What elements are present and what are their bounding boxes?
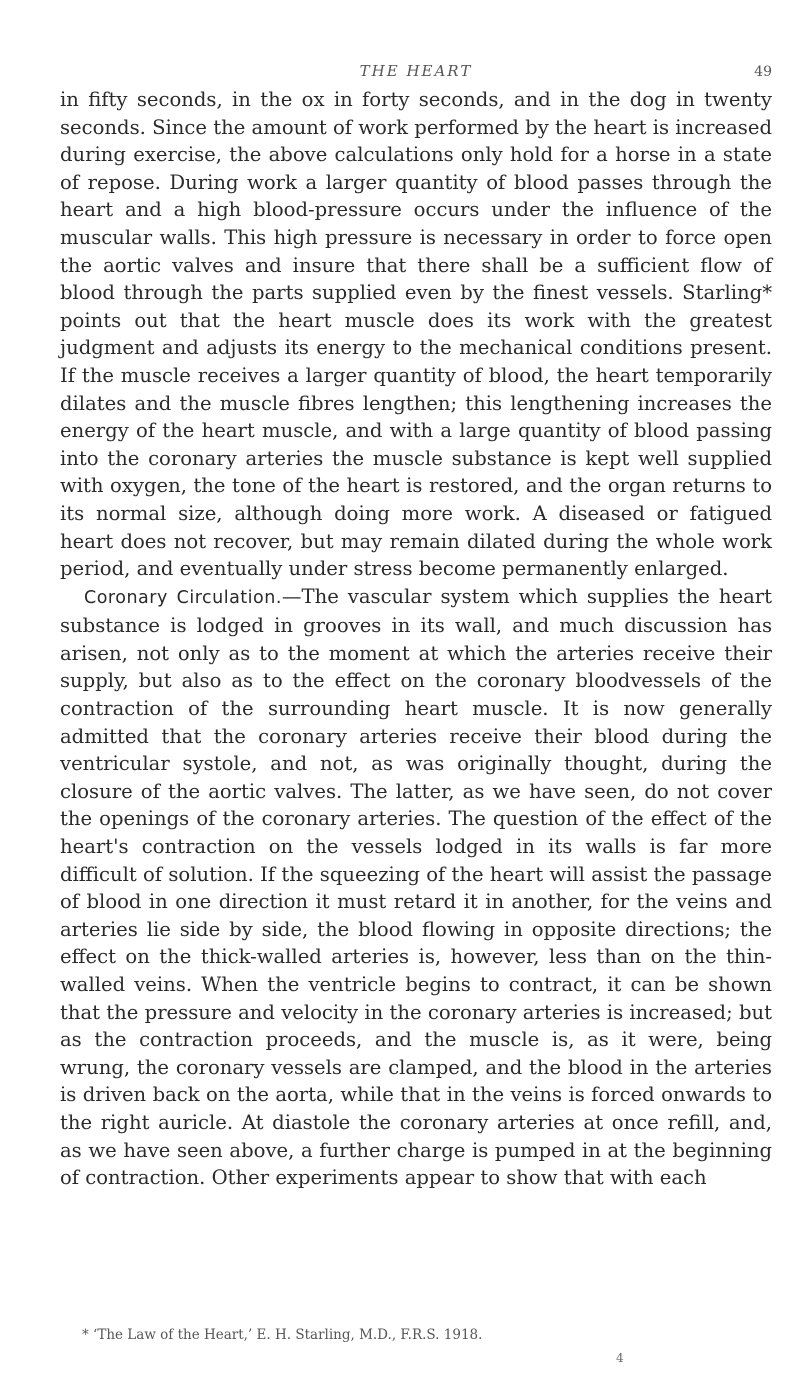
paragraph-text: —The vascular system which supplies the heart substance is lodged in grooves in its wall, and much discussion has arisen, not only as to the moment at which the arteries receive their supply, but also as to the effect on the coronary bloodvessels of the contraction of the surrounding heart muscle. It is now generally admitted that the coronary arteries receive their blood during the ventricular systole, and not, as was originally thought, during the closure of the aortic valves. The latter, as we have seen, do not cover the openings of the coronary arteries. The question of the effect of the heart's contraction on the vessels lodged in its walls is far more difficult of solution. If the squeezing of the heart will assist the passage of blood in one direction it must retard it in another, for the veins and arteries lie side by side, the blood flowing in opposite directions; the effect on the thick-walled arteries is, however, less than on the thin-walled veins. When the ventricle begins to contract, it can be shown that the pressure and velocity in the coronary arteries is increased; but as the contraction proceeds, and the muscle is, as it were, being wrung, the coronary vessels are clamped, and the blood in the arteries is driven back on the aorta, while that in the veins is forced onwards to the right auricle. At diastole the coronary arteries at once refill, and, as we have seen above, a further charge is pumped in at the beginning of contraction. Other experiments appear to show that with each <box>60 584 773 1190</box>
paragraph-text: in fifty seconds, in the ox in forty seconds, and in the dog in twenty seconds. Since the amount of work performed by the heart is increased during exercise, the above calculations only hold for a horse in a state of repose. During work a larger quantity of blood passes through the heart and a high blood-pressure occurs under the influence of the muscular walls. This high pressure is necessary in order to force open the aortic valves and insure that there shall be a sufficient flow of blood through the parts supplied even by the finest vessels. Starling* points out that the heart muscle does its work with the greatest judgment and adjusts its energy to the mechanical conditions present. If the muscle receives a larger quantity of blood, the heart temporarily dilates and the muscle fibres lengthen; this lengthening increases the energy of the heart muscle, and with a large quantity of blood passing into the coronary arteries the muscle substance is kept well supplied with oxygen, the tone of the heart is restored, and the organ returns to its normal size, although doing more work. A diseased or fatigued heart does not recover, but may remain dilated during the whole work period, and eventually under stress become permanently enlarged. <box>60 88 772 581</box>
running-head: THE HEART <box>359 62 473 80</box>
paragraph <box>60 86 772 583</box>
book-page <box>60 0 772 1389</box>
section-heading: Coronary Circulation. <box>84 587 282 608</box>
footnote: * ‘The Law of the Heart,’ E. H. Starling, M.D., F.R.S. 1918. <box>82 1327 483 1343</box>
paragraph <box>60 583 772 1192</box>
signature-mark: 4 <box>616 1351 624 1365</box>
page-number: 49 <box>754 64 772 80</box>
body-text <box>60 86 772 1192</box>
